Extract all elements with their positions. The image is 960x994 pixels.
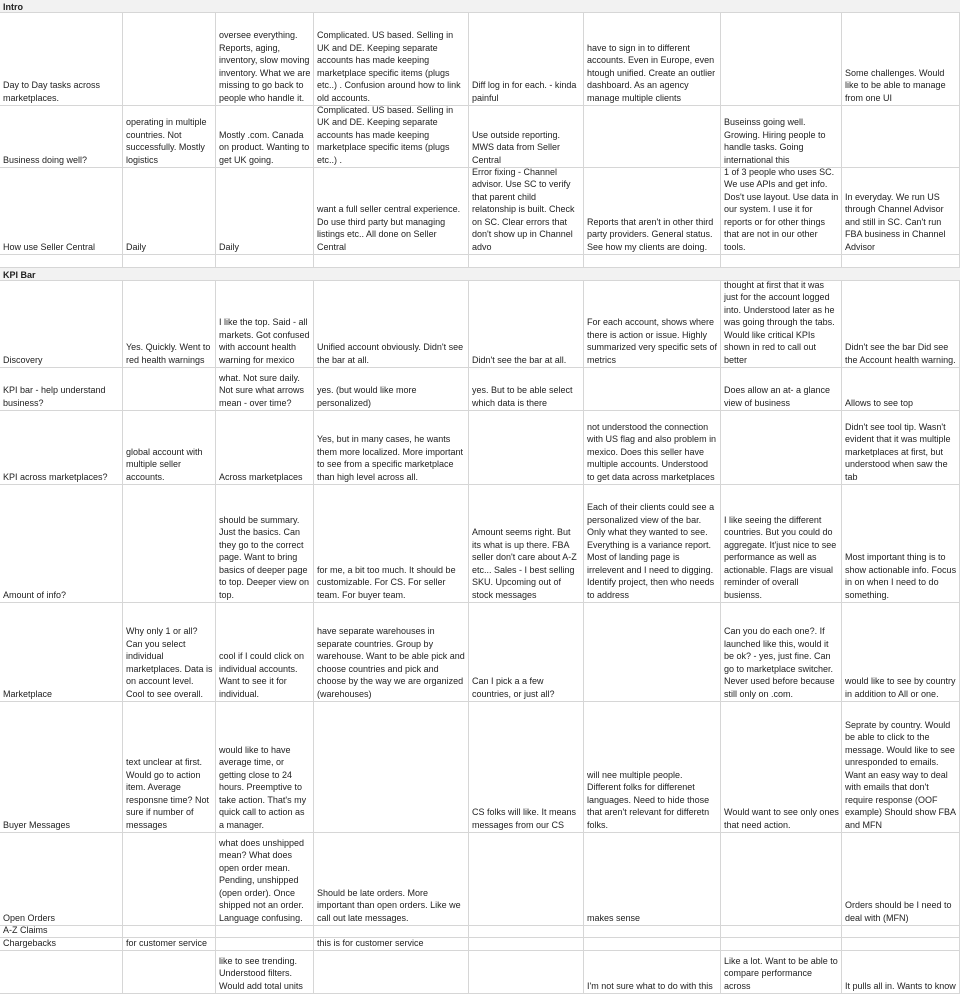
data-cell[interactable] <box>216 485 314 602</box>
data-cell[interactable] <box>216 281 314 367</box>
cell-text: Allows to see top <box>845 397 914 408</box>
data-cell[interactable] <box>123 13 216 105</box>
table-row <box>0 485 960 603</box>
data-cell[interactable] <box>469 938 584 950</box>
cell-text: Didn't see the bar Did see the Account health warning. <box>845 342 956 365</box>
cell-text: this is for customer service <box>317 938 424 948</box>
data-cell[interactable] <box>584 926 721 937</box>
data-cell[interactable] <box>842 938 960 950</box>
row-label: Discovery <box>3 354 43 365</box>
data-cell[interactable] <box>123 255 216 267</box>
data-cell[interactable] <box>721 702 842 832</box>
data-cell[interactable] <box>584 281 721 367</box>
data-cell[interactable] <box>584 255 721 267</box>
cell-text: In everyday. We run US through Channel Advisor and still in SC. Can't run FBA business in Channel Advisor <box>845 191 946 252</box>
row-header-cell[interactable] <box>0 926 123 937</box>
data-cell[interactable] <box>469 926 584 937</box>
row-label: Day to Day tasks across marketplaces. <box>3 80 101 103</box>
table-row <box>0 13 960 106</box>
cell-text: Most important thing is to show actionable info. Focus in on when I need to do something. <box>845 552 957 600</box>
cell-text: text unclear at first. Would go to action item. Average responsne time? Not sure if number of messages <box>126 757 210 830</box>
data-cell[interactable] <box>721 411 842 484</box>
cell-text: Amount seems right. But its what is up there. FBA seller don't care about A-Z etc... Sales - I best selling SKU. Upcoming out of stock messages <box>472 527 577 600</box>
row-header-cell[interactable] <box>0 255 123 267</box>
row-header-cell[interactable] <box>0 485 123 602</box>
cell-text: Yes. Quickly. Went to red health warnings <box>126 342 211 365</box>
row-label: Buyer Messages <box>3 819 71 830</box>
table-row <box>0 938 960 951</box>
data-cell[interactable] <box>842 485 960 602</box>
cell-text: yes. (but would like more personalized) <box>317 385 417 408</box>
data-cell[interactable] <box>216 926 314 937</box>
data-cell[interactable] <box>721 106 842 167</box>
data-cell[interactable] <box>584 368 721 410</box>
data-cell[interactable] <box>216 951 314 993</box>
data-cell[interactable] <box>721 938 842 950</box>
cell-text: for customer service <box>126 938 208 948</box>
data-cell[interactable] <box>216 255 314 267</box>
data-cell[interactable] <box>584 938 721 950</box>
cell-text: would like to have average time, or getting close to 24 hours. Preemptive to take action. That's my quick call to action as a manager. <box>219 744 307 830</box>
row-header-cell[interactable] <box>0 368 123 410</box>
data-cell[interactable] <box>469 833 584 925</box>
cell-text: should be summary. Just the basics. Can they go to the correct page. Want to bring basics of deeper page to top. Deeper view on top. <box>219 514 310 600</box>
data-cell[interactable] <box>469 485 584 602</box>
section-title: KPI Bar <box>3 270 36 280</box>
data-cell[interactable] <box>216 938 314 950</box>
data-cell[interactable] <box>123 485 216 602</box>
data-cell[interactable] <box>842 255 960 267</box>
cell-text: Does allow an at- a glance view of business <box>724 385 831 408</box>
data-cell[interactable] <box>842 833 960 925</box>
table-row <box>0 951 960 994</box>
cell-text: Would want to see only ones that need action. <box>724 807 839 830</box>
data-cell[interactable] <box>842 106 960 167</box>
data-cell[interactable] <box>314 411 469 484</box>
row-label: Marketplace <box>3 688 53 699</box>
data-cell[interactable] <box>842 168 960 254</box>
data-cell[interactable] <box>314 168 469 254</box>
data-cell[interactable] <box>842 411 960 484</box>
data-cell[interactable] <box>842 926 960 937</box>
cell-text: Complicated. US based. Selling in UK and DE. Keeping separate accounts has made keeping marketplace specific items (plugs etc..) . Confusion around how to link old accounts. <box>317 30 461 103</box>
data-cell[interactable] <box>842 951 960 993</box>
cell-text: Buseinss going well. Growing. Hiring people to handle tasks. Going international this <box>724 117 826 165</box>
data-cell[interactable] <box>469 603 584 701</box>
cell-text: thought at first that it was just for the account logged into. Understood later as he was going through the tabs. Would like critical KPIs shown in red to call out better <box>724 281 835 365</box>
data-cell[interactable] <box>721 13 842 105</box>
data-cell[interactable] <box>721 368 842 410</box>
data-cell[interactable] <box>314 702 469 832</box>
data-cell[interactable] <box>216 603 314 701</box>
cell-text: Error fixing - Channel advisor. Use SC to verify that parent child relatonship is built. Check on SC. Clear errors that don't show up in Channel advo <box>472 168 575 252</box>
row-header-cell[interactable] <box>0 603 123 701</box>
cell-text: like to see trending. Understood filters. Would add total units <box>219 955 303 991</box>
section-header-row <box>0 0 960 13</box>
table-row <box>0 603 960 702</box>
data-cell[interactable] <box>721 833 842 925</box>
cell-text: Reports that aren't in other third party providers. General status. See how my clients are doing. <box>587 216 714 252</box>
data-cell[interactable] <box>216 168 314 254</box>
row-label: KPI bar - help understand business? <box>3 385 106 408</box>
data-cell[interactable] <box>584 702 721 832</box>
cell-text: It pulls all in. Wants to know <box>845 980 956 991</box>
data-cell[interactable] <box>314 951 469 993</box>
cell-text: Like a lot. Want to be able to compare performance across <box>724 955 838 991</box>
table-row <box>0 106 960 168</box>
data-cell[interactable] <box>842 603 960 701</box>
row-header-cell[interactable] <box>0 833 123 925</box>
cell-text: would like to see by country in addition to All or one. <box>845 676 956 699</box>
cell-text: Seprate by country. Would be able to click to the message. Would like to see unresponded to emails. Want an easy way to deal with emails that don't require response (OOF example) Should show FBA and MFN <box>845 719 956 830</box>
data-cell[interactable] <box>721 281 842 367</box>
data-cell[interactable] <box>123 702 216 832</box>
data-cell[interactable] <box>314 603 469 701</box>
data-cell[interactable] <box>314 368 469 410</box>
data-cell[interactable] <box>469 106 584 167</box>
data-cell[interactable] <box>216 411 314 484</box>
data-cell[interactable] <box>123 168 216 254</box>
cell-text: Should be late orders. More important than open orders. Like we call out late messages. <box>317 887 461 923</box>
data-cell[interactable] <box>314 833 469 925</box>
cell-text: cool if I could click on individual accounts. Want to see it for individual. <box>219 651 305 699</box>
empty-row <box>0 255 960 268</box>
data-cell[interactable] <box>216 13 314 105</box>
cell-text: what does unshipped mean? What does open order mean. Pending, unshipped (open order). Once shipped not an order. Language confusing. <box>219 837 305 923</box>
cell-text: Orders should be I need to deal with (MFN) <box>845 900 952 923</box>
row-label: A-Z Claims <box>3 926 48 935</box>
cell-text: Use outside reporting. MWS data from Seller Central <box>472 129 561 165</box>
cell-text: oversee everything. Reports, aging, inventory, slow moving inventory. What we are missing to go back to people who handle it. <box>219 30 311 103</box>
row-header-cell[interactable] <box>0 951 123 993</box>
row-label: Business doing well? <box>3 154 88 165</box>
data-cell[interactable] <box>123 603 216 701</box>
data-cell[interactable] <box>314 938 469 950</box>
data-cell[interactable] <box>469 13 584 105</box>
data-cell[interactable] <box>842 13 960 105</box>
data-cell[interactable] <box>314 255 469 267</box>
row-label: Open Orders <box>3 912 56 923</box>
data-cell[interactable] <box>123 368 216 410</box>
cell-text: what. Not sure daily. Not sure what arrows mean - over time? <box>219 372 305 408</box>
row-header-cell[interactable] <box>0 281 123 367</box>
data-cell[interactable] <box>216 833 314 925</box>
table-row <box>0 702 960 833</box>
cell-text: for me, a bit too much. It should be customizable. For CS. For seller team. For buyer team. <box>317 564 456 600</box>
data-cell[interactable] <box>469 368 584 410</box>
data-cell[interactable] <box>721 168 842 254</box>
cell-text: Why only 1 or all? Can you select individual marketplaces. Data is on account level. Cool to see overall. <box>126 626 213 699</box>
data-cell[interactable] <box>216 106 314 167</box>
cell-text: Mostly .com. Canada on product. Wanting to get UK going. <box>219 129 310 165</box>
data-cell[interactable] <box>123 106 216 167</box>
cell-text: Daily <box>219 241 240 252</box>
row-label: How use Seller Central <box>3 241 96 252</box>
cell-text: I'm not sure what to do with this <box>587 980 713 991</box>
row-label: KPI across marketplaces? <box>3 471 108 482</box>
cell-text: Some challenges. Would like to be able to manage from one UI <box>845 67 946 103</box>
cell-text: Can I pick a a few countries, or just all? <box>472 676 555 699</box>
data-cell[interactable] <box>123 926 216 937</box>
data-cell[interactable] <box>842 368 960 410</box>
cell-text: makes sense <box>587 912 641 923</box>
row-header-cell[interactable] <box>0 168 123 254</box>
cell-text: CS folks will like. It means messages from our CS <box>472 807 577 830</box>
table-row <box>0 281 960 368</box>
cell-text: I like seeing the different countries. But you could do aggregate. It'just nice to see performance as well as actionable. Flags are visual reminder of overall busienss. <box>724 514 837 600</box>
row-label: Chargebacks <box>3 938 57 948</box>
data-cell[interactable] <box>469 168 584 254</box>
data-cell[interactable] <box>469 951 584 993</box>
cell-text: Each of their clients could see a personalized view of the bar. Only what they wanted to see. Everything is a variance report. Most of landing page is irrelevent and I need to digging. Identify project, then who needs to address <box>587 502 715 600</box>
cell-text: have separate warehouses in separate countries. Group by warehouse. Want to be able pick and choose countries and pick and choose by the way we are organized (warehouses) <box>317 626 465 699</box>
data-cell[interactable] <box>314 13 469 105</box>
row-header-cell[interactable] <box>0 938 123 950</box>
section-title: Intro <box>3 2 23 12</box>
data-cell[interactable] <box>721 603 842 701</box>
cell-text: Didn't see tool tip. Wasn't evident that it was multiple marketplaces at first, but understood when saw the tab <box>845 421 951 482</box>
data-cell[interactable] <box>123 938 216 950</box>
data-cell[interactable] <box>842 702 960 832</box>
data-cell[interactable] <box>721 926 842 937</box>
data-cell[interactable] <box>216 368 314 410</box>
data-cell[interactable] <box>314 106 469 167</box>
cell-text: Daily <box>126 241 147 252</box>
section-header-row <box>0 268 960 281</box>
data-cell[interactable] <box>584 168 721 254</box>
data-cell[interactable] <box>584 411 721 484</box>
data-cell[interactable] <box>584 485 721 602</box>
cell-text: For each account, shows where there is action or issue. Highly summarized very specific sets of metrics <box>587 317 718 365</box>
data-cell[interactable] <box>469 255 584 267</box>
cell-text: Didn't see the bar at all. <box>472 354 567 365</box>
cell-text: want a full seller central experience. Do use third party but managing listings etc.. All done on Seller Central <box>317 204 461 252</box>
data-cell[interactable] <box>584 106 721 167</box>
cell-text: Complicated. US based. Selling in UK and DE. Keeping separate accounts has made keeping marketplace specific items (plugs etc..) . <box>317 106 454 165</box>
data-cell[interactable] <box>584 603 721 701</box>
data-cell[interactable] <box>216 702 314 832</box>
data-cell[interactable] <box>584 13 721 105</box>
data-cell[interactable] <box>584 951 721 993</box>
data-cell[interactable] <box>721 951 842 993</box>
data-cell[interactable] <box>123 833 216 925</box>
cell-text: yes. But to be able select which data is there <box>472 385 573 408</box>
row-header-cell[interactable] <box>0 13 123 105</box>
data-cell[interactable] <box>584 833 721 925</box>
data-cell[interactable] <box>721 485 842 602</box>
data-cell[interactable] <box>469 702 584 832</box>
cell-text: I like the top. Said - all markets. Got confused with account health warning for mexico <box>219 317 310 365</box>
data-cell[interactable] <box>123 281 216 367</box>
cell-text: Can you do each one?. If launched like this, would it be ok? - yes, just fine. Can go to marketplace switcher. Never used before because still only on .com. <box>724 626 835 699</box>
data-cell[interactable] <box>314 281 469 367</box>
data-cell[interactable] <box>314 926 469 937</box>
cell-text: Diff log in for each. - kinda painful <box>472 80 577 103</box>
cell-text: Unified account obviously. Didn't see the bar at all. <box>317 342 464 365</box>
cell-text: Across marketplaces <box>219 471 303 482</box>
table-row <box>0 168 960 255</box>
cell-text: Yes, but in many cases, he wants them more localized. More important to see from a specific marketplace than high level across all. <box>317 434 464 482</box>
table-row <box>0 926 960 938</box>
data-cell[interactable] <box>314 485 469 602</box>
data-cell[interactable] <box>721 255 842 267</box>
data-cell[interactable] <box>469 281 584 367</box>
data-cell[interactable] <box>469 411 584 484</box>
row-header-cell[interactable] <box>0 702 123 832</box>
cell-text: will nee multiple people. Different folks for differenet languages. Need to hide those that aren't relevant for differetn folks. <box>587 769 710 830</box>
cell-text: 1 of 3 people who uses SC. We use APIs and get info. Dos't use layout. Use data in our system. I use it for reports or for other things that are not in our other tools. <box>724 168 839 252</box>
data-cell[interactable] <box>842 281 960 367</box>
row-header-cell[interactable] <box>0 411 123 484</box>
cell-text: global account with multiple seller accounts. <box>126 446 203 482</box>
cell-text: not understood the connection with US flag and also problem in mexico. Does this seller have multiple accounts. Understood to get data across marketplaces <box>587 421 717 482</box>
table-row <box>0 368 960 411</box>
table-row <box>0 833 960 926</box>
row-label: Amount of info? <box>3 589 67 600</box>
table-row <box>0 411 960 485</box>
cell-text: have to sign in to different accounts. Even in Europe, even htough unified. Create an outlier dashboard. As an agency manage multiple clients <box>587 42 716 103</box>
cell-text: operating in multiple countries. Not successfully. Mostly logistics <box>126 117 207 165</box>
data-cell[interactable] <box>123 411 216 484</box>
row-header-cell[interactable] <box>0 106 123 167</box>
data-cell[interactable] <box>123 951 216 993</box>
